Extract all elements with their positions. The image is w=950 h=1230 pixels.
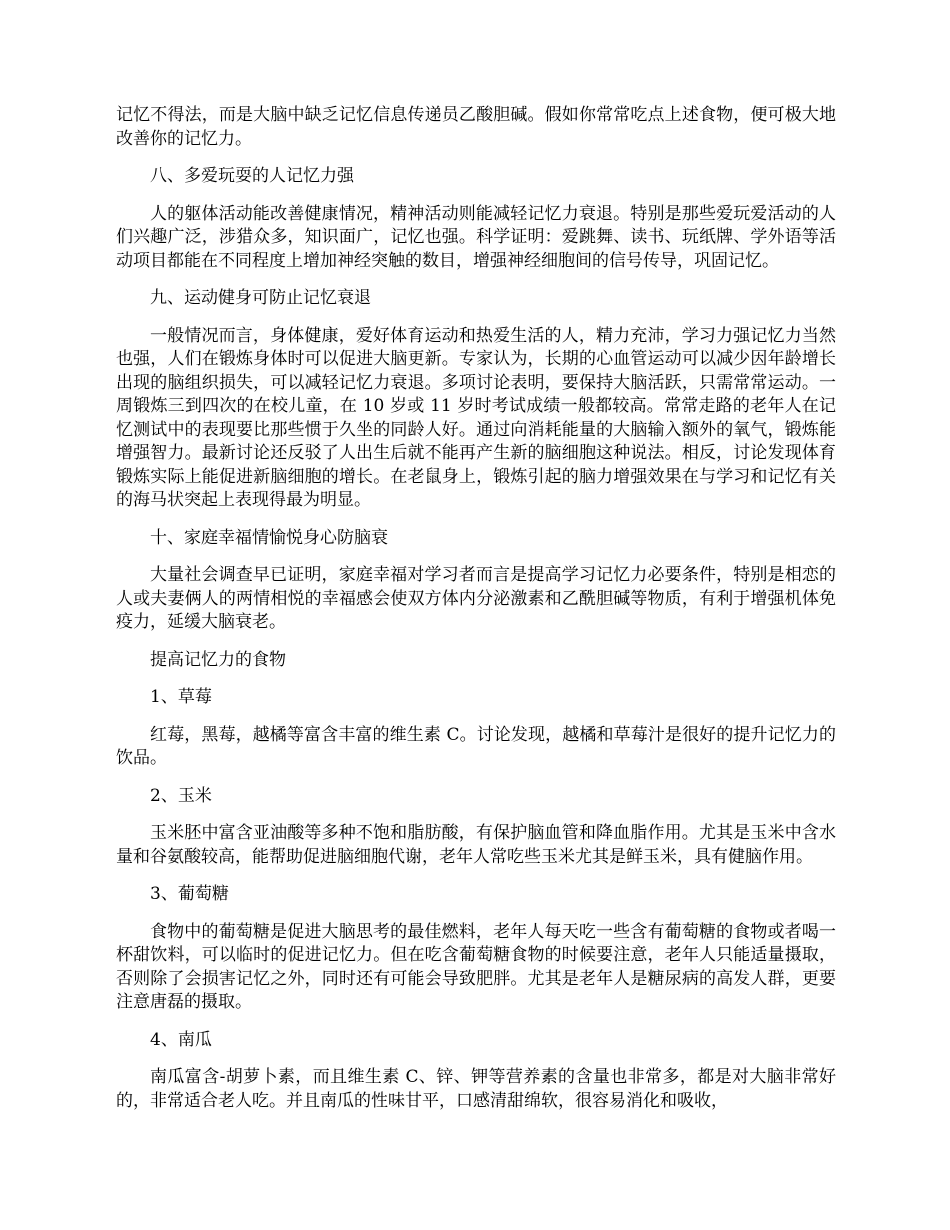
section-heading-foods: 提高记忆力的食物 [150,649,286,670]
paragraph-play-memory: 人的躯体活动能改善健康情况，精神活动则能减轻记忆力衰退。特别是那些爱玩爱活动的人们兴趣广泛，涉猎众多，知识面广，记忆也强。科学证明：爱跳舞、读书、玩纸牌、学外语等活动项目都能在不同程度上增加神经突触的数目，增强神经细胞间的信号传导，巩固记忆。 [116,203,836,271]
paragraph-pumpkin: 南瓜富含-胡萝卜素，而且维生素 C、锌、钾等营养素的含量也非常多，都是对大脑非常好的，非常适合老人吃。并且南瓜的性味甘平，口感清甜绵软，很容易消化和吸收， [116,1067,836,1111]
paragraph-continuation: 记忆不得法，而是大脑中缺乏记忆信息传递员乙酸胆碱。假如你常常吃点上述食物，便可极大地改善你的记忆力。 [116,105,836,149]
document-page [116,104,836,1113]
subheading-strawberry: 1、草莓 [150,687,212,707]
paragraph-corn: 玉米胚中富含亚油酸等多种不饱和脂肪酸，有保护脑血管和降血脂作用。尤其是玉米中含水量和谷氨酸较高，能帮助促进脑细胞代谢，老年人常吃些玉米尤其是鲜玉米，具有健脑作用。 [116,823,836,867]
paragraph-strawberry: 红莓，黑莓，越橘等富含丰富的维生素 C。讨论发现，越橘和草莓汁是很好的提升记忆力的饮品。 [116,724,836,768]
paragraph-glucose: 食物中的葡萄糖是促进大脑思考的最佳燃料，老年人每天吃一些含有葡萄糖的食物或者喝一杯甜饮料，可以临时的促进记忆力。但在吃含葡萄糖食物的时候要注意，老年人只能适量摄取，否则除了会损害记忆之外，同时还有可能会导致肥胖。尤其是老年人是糖尿病的高发人群，更要注意唐磊的摄取。 [116,921,836,1012]
section-heading-9: 九、运动健身可防止记忆衰退 [150,288,371,308]
section-heading-10: 十、家庭幸福情愉悦身心防脑衰 [150,527,388,548]
paragraph-exercise: 一般情况而言，身体健康，爱好体育运动和热爱生活的人，精力充沛，学习力强记忆力当然也强，人们在锻炼身体时可以促进大脑更新。专家认为，长期的心血管运动可以减少因年龄增长出现的脑组织损失，可以减轻记忆力衰退。多项讨论表明，要保持大脑活跃，只需常常运动。一周锻炼三到四次的在校儿童，在 10 岁或 11 岁时考试成绩一般都较高。常常走路的老年人在记忆测试中的表现要比那些惯于久坐的同龄人好。通过向消耗能量的大脑输入额外的氧气，锻炼能增强智力。最新讨论还反驳了人出生后就不能再产生新的脑细胞这种说法。相反，讨论发现体育锻炼实际上能促进新脑细胞的增长。在老鼠身上，锻炼引起的脑力增强效果在与学习和记忆有关的海马状突起上表现得最为明显。 [116,325,836,510]
subheading-corn: 2、玉米 [150,785,212,806]
subheading-glucose: 3、葡萄糖 [150,884,229,904]
subheading-pumpkin: 4、南瓜 [150,1029,212,1050]
section-heading-8: 八、多爱玩耍的人记忆力强 [150,166,354,186]
paragraph-family-happiness: 大量社会调查早已证明，家庭幸福对学习者而言是提高学习记忆力必要条件，特别是相恋的人或夫妻俩人的两情相悦的幸福感会使双方体内分泌激素和乙酰胆碱等物质，有利于增强机体免疫力，延缓大脑衰老。 [116,565,836,632]
